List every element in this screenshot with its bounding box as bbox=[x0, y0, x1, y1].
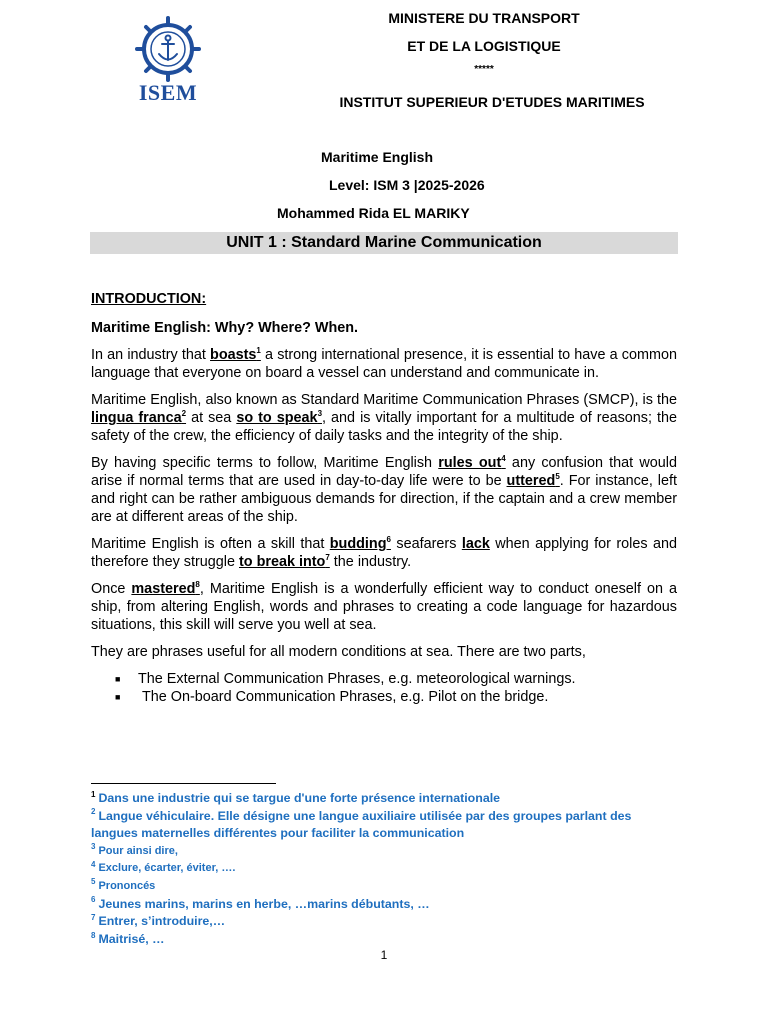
header-stars: ***** bbox=[474, 64, 494, 75]
footnote-separator bbox=[91, 783, 276, 784]
document-body bbox=[91, 290, 677, 706]
bullet-square-icon: ■ bbox=[115, 692, 121, 702]
course-title: Maritime English bbox=[321, 149, 434, 165]
isem-logo bbox=[120, 14, 216, 106]
keyword-to-break-into: to break into$^7$ bbox=[239, 553, 330, 570]
keyword-lingua-franca: lingua franca$^2$ bbox=[91, 409, 187, 426]
keyword-boasts: boasts$^1$ bbox=[210, 346, 261, 363]
footnote-7: $^7$ Entrer, s’introduire,… bbox=[91, 913, 226, 929]
paragraph-3: By having specific terms to follow, Maritime English rules out$^4$ any confusion that would arise if normal terms that are used in day-to-day life were to be uttered$^5$. For instance, left and right can be rather ambiguous demands for direction, if the captain and a crew member are at different areas of the ship. bbox=[91, 454, 678, 525]
keyword-so-to-speak: so to speak$^3$ bbox=[236, 409, 323, 426]
footnote-6: $^6$ Jeunes marins, marins en herbe, …marins débutants, … bbox=[91, 895, 430, 911]
footnote-5: $^5$ Prononcés bbox=[91, 877, 156, 892]
ministry-line-1: MINISTERE DU TRANSPORT bbox=[388, 10, 580, 26]
ship-wheel-anchor-icon bbox=[120, 14, 216, 84]
course-level: Level: ISM 3 |2025-2026 bbox=[329, 177, 485, 193]
paragraph-5: Once mastered$^8$, Maritime English is a wonderfully efficient way to conduct oneself on a ship, from altering English, words and phrases to creating a code language for hazardous situations, this skill will serve you well at sea. bbox=[91, 580, 677, 633]
paragraph-2: Maritime English, also known as Standard Maritime Communication Phrases (SMCP), is the lingua franca$^2$ at sea so to speak$^3$, and is vitally important for a multitude of reasons; the safety of the crew, the efficiency of daily tasks and the integrity of the ship. bbox=[91, 392, 678, 444]
footnote-4: $^4$ Exclure, écarter, éviter, …. bbox=[91, 859, 236, 875]
page-number: 1 bbox=[380, 948, 388, 962]
keyword-mastered: mastered$^8$ bbox=[131, 580, 200, 597]
ministry-line-2: ET DE LA LOGISTIQUE bbox=[407, 38, 561, 54]
unit-title: UNIT 1 : Standard Marine Communication bbox=[90, 232, 678, 254]
footnote-1: $^1$ Dans une industrie qui se targue d'une forte présence internationale bbox=[91, 789, 501, 805]
keyword-lack: lack bbox=[461, 536, 490, 552]
logo-text: ISEM bbox=[138, 80, 198, 105]
subheading: Maritime English: Why? Where? When. bbox=[91, 320, 359, 336]
footnote-3: $^3$ Pour ainsi dire, bbox=[91, 842, 178, 857]
keyword-budding: budding$^6$ bbox=[329, 535, 391, 552]
paragraph-1: In an industry that boasts$^1$ a strong international presence, it is essential to have a common language that everyone on board a vessel can understand and communicate in. bbox=[91, 346, 677, 381]
bullet-square-icon: ■ bbox=[115, 674, 121, 684]
institute-name: INSTITUT SUPERIEUR D'ETUDES MARITIMES bbox=[339, 94, 645, 110]
list-item: ■ The On-board Communication Phrases, e.g. Pilot on the bridge. bbox=[115, 689, 549, 705]
footnote-8: $^8$ Maitrisé, … bbox=[91, 930, 165, 946]
footnote-2: $^2$ Langue véhiculaire. Elle désigne une langue auxiliaire utilisée par des groupes parlant des langues maternelles différentes pour faciliter la communication bbox=[91, 807, 632, 841]
keyword-uttered: uttered$^5$ bbox=[506, 472, 560, 489]
footnotes bbox=[91, 790, 681, 948]
keyword-rules-out: rules out$^4$ bbox=[438, 454, 506, 471]
paragraph-4: Maritime English is often a skill that budding$^6$ seafarers lack when applying for roles and therefore they struggle to break into$^7$ the industry. bbox=[91, 535, 677, 570]
introduction-heading: INTRODUCTION: bbox=[91, 291, 207, 307]
paragraph-6: They are phrases useful for all modern conditions at sea. There are two parts, bbox=[91, 644, 586, 660]
phrase-parts-list bbox=[91, 670, 677, 706]
course-author: Mohammed Rida EL MARIKY bbox=[277, 205, 470, 221]
list-item: ■ The External Communication Phrases, e.g. meteorological warnings. bbox=[115, 671, 576, 687]
